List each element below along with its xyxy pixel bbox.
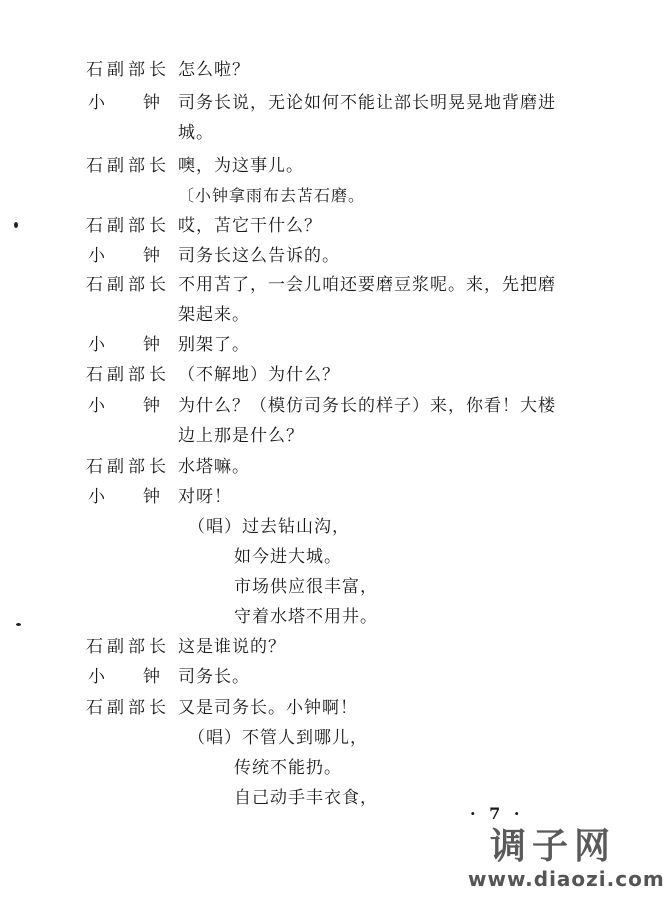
- dialogue-text: 别架了。: [178, 335, 250, 355]
- song-line: 守着水塔不用井。: [234, 607, 378, 627]
- song-line: 传统不能扔。: [234, 758, 342, 778]
- script-line: [0, 211, 640, 241]
- dialogue-text: 又是司务长。小钟啊！: [178, 698, 358, 718]
- dialogue-text: 对呀！: [178, 487, 232, 507]
- dialogue-text: 司务长。: [178, 667, 250, 687]
- speaker-name: 石副部长: [86, 637, 166, 657]
- page-number: · 7 ·: [470, 804, 524, 823]
- script-line: [0, 391, 640, 421]
- dialogue-text: （不解地）为什么？: [178, 365, 340, 385]
- dialogue-text: 水塔嘛。: [178, 457, 250, 477]
- script-line: [0, 270, 640, 300]
- script-line: [0, 421, 640, 451]
- speaker-name: 小钟: [88, 246, 160, 266]
- script-line: [0, 723, 640, 753]
- speaker-name: 石副部长: [86, 457, 166, 477]
- dialogue-text: 司务长说，无论如何不能让部长明晃晃地背磨进: [178, 93, 556, 113]
- song-line: 自己动手丰衣食，: [234, 788, 378, 808]
- script-line: [0, 602, 640, 632]
- script-line: [0, 330, 640, 360]
- script-line: [0, 482, 640, 512]
- speaker-name: 小钟: [88, 335, 160, 355]
- script-line: [0, 241, 640, 271]
- ink-speck: [16, 623, 21, 626]
- dialogue-text: 不用苫了，一会儿咱还要磨豆浆呢。来，先把磨: [178, 275, 556, 295]
- speaker-name: 石副部长: [86, 275, 166, 295]
- dialogue-text: 司务长这么告诉的。: [178, 246, 340, 266]
- song-line-lead: （唱）不管人到哪儿，: [188, 728, 368, 748]
- speaker-name: 小钟: [88, 93, 160, 113]
- speaker-name: 石副部长: [86, 216, 166, 236]
- song-line: 如今进大城。: [234, 547, 342, 567]
- speaker-name: 小钟: [88, 487, 160, 507]
- dialogue-continuation: 架起来。: [178, 305, 250, 325]
- dialogue-text: 哎，苫它干什么？: [178, 216, 322, 236]
- speaker-name: 石副部长: [86, 365, 166, 385]
- speaker-name: 石副部长: [86, 60, 166, 80]
- script-line: [0, 783, 640, 813]
- speaker-name: 石副部长: [86, 698, 166, 718]
- speaker-name: 小钟: [88, 396, 160, 416]
- song-line-lead: （唱）过去钻山沟，: [188, 517, 350, 537]
- watermark-name: 调子网: [489, 826, 616, 867]
- script-line: [0, 753, 640, 783]
- script-line: [0, 181, 640, 211]
- site-watermark: [468, 826, 665, 891]
- script-line: [0, 360, 640, 390]
- script-line: [0, 88, 640, 118]
- script-line: [0, 151, 640, 181]
- script-line: [0, 55, 640, 85]
- dialogue-text: 噢，为这事儿。: [178, 156, 304, 176]
- dialogue-continuation: 边上那是什么？: [178, 426, 304, 446]
- dialogue-continuation: 城。: [178, 123, 214, 143]
- speaker-name: 小钟: [88, 667, 160, 687]
- script-line: [0, 118, 640, 148]
- script-line: [0, 512, 640, 542]
- song-line: 市场供应很丰富，: [234, 577, 378, 597]
- script-line: [0, 452, 640, 482]
- watermark-url: www.diaozi.com: [468, 867, 665, 891]
- dialogue-text: 为什么？（模仿司务长的样子）来，你看！大楼: [178, 396, 556, 416]
- script-line: [0, 300, 640, 330]
- speaker-name: 石副部长: [86, 156, 166, 176]
- ink-speck: [14, 222, 18, 228]
- script-line: [0, 632, 640, 662]
- stage-direction: 〔小钟拿雨布去苫石磨。: [178, 186, 366, 205]
- script-line: [0, 693, 640, 723]
- script-line: [0, 542, 640, 572]
- script-line: [0, 572, 640, 602]
- script-line: [0, 662, 640, 692]
- dialogue-text: 怎么啦？: [178, 60, 250, 80]
- dialogue-text: 这是谁说的？: [178, 637, 286, 657]
